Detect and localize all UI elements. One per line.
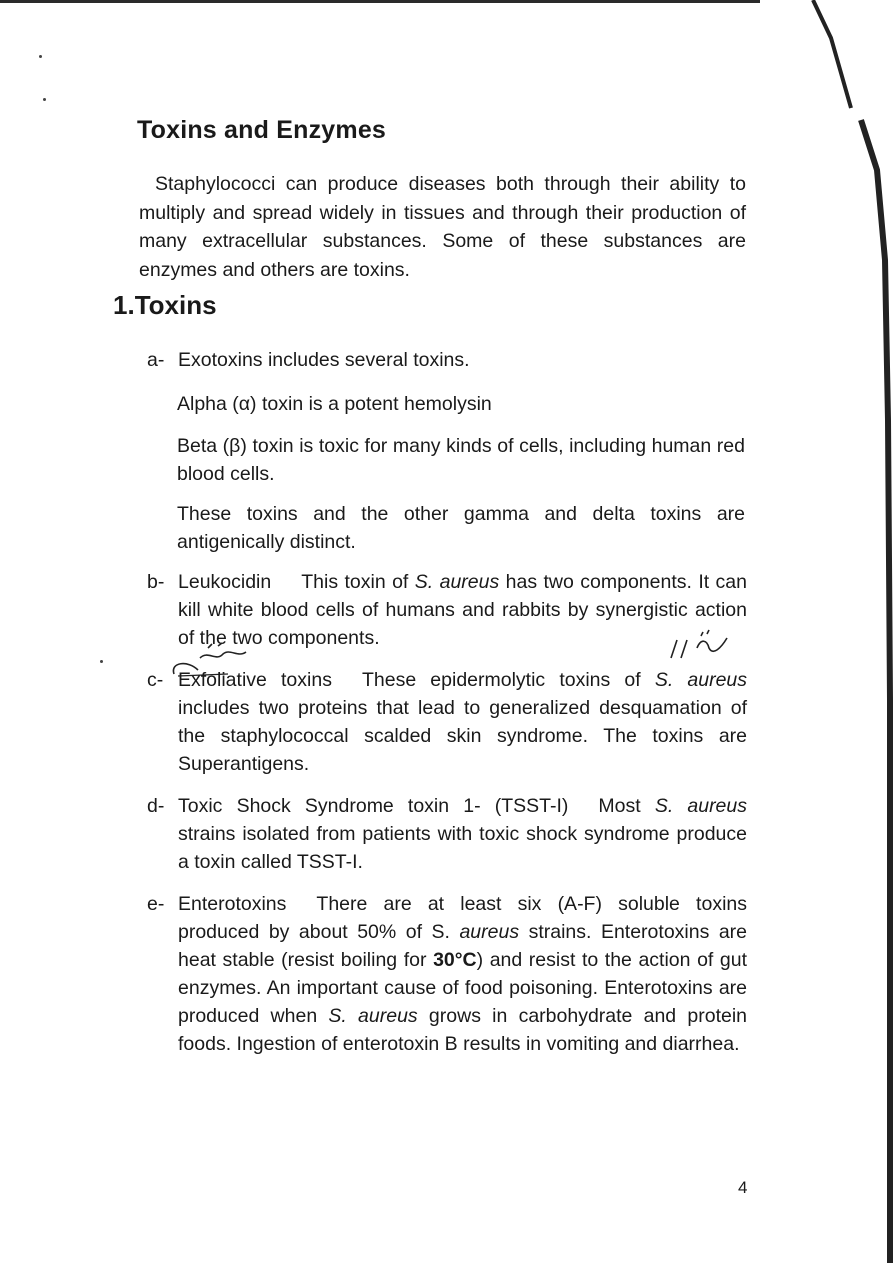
- intro-text: Staphylococci can produce diseases both through their ability to multiply and spread widely in tissues and through their production of many extracellular substances. Some of these substances are enzymes and others are toxins.: [139, 173, 746, 281]
- list-marker: b-: [147, 571, 165, 593]
- organism-name: S. aureus: [654, 669, 748, 691]
- item-b-lead: Leukocidin: [178, 571, 272, 593]
- scan-speck: [43, 98, 46, 101]
- item-b-body: [178, 568, 747, 652]
- organism-name: S. aureus: [654, 795, 748, 817]
- item-e-text-2: strains. Enterotoxins are heat stable (resist boiling for: [178, 921, 748, 971]
- list-item-a: [147, 346, 747, 374]
- item-e-body: [178, 890, 747, 1058]
- organism-name: aureus: [459, 921, 520, 943]
- handwritten-annotation: [665, 628, 735, 664]
- list-marker: a-: [147, 349, 165, 371]
- section-number: 1.: [113, 290, 135, 320]
- item-b-text: This toxin of: [301, 571, 409, 593]
- list-marker: d-: [147, 795, 165, 817]
- page-title: Toxins and Enzymes: [137, 116, 387, 144]
- list-marker: e-: [147, 893, 165, 915]
- scan-speck: [39, 55, 42, 58]
- item-c-text-continued: includes two proteins that lead to generalized desquamation of the staphylococcal scalded skin syndrome. The toxins are Superantigens.: [178, 697, 747, 775]
- page-number: 4: [738, 1178, 748, 1197]
- list-marker: c-: [147, 669, 164, 691]
- list-item-d: [147, 792, 747, 876]
- item-a-text: Exotoxins includes several toxins.: [178, 349, 470, 371]
- item-c-body: [178, 666, 747, 778]
- item-d-text-continued: strains isolated from patients with toxic shock syndrome produce a toxin called TSST-I.: [178, 823, 747, 873]
- beta-toxin-text: Beta (β) toxin is toxic for many kinds of cells, including human red blood cells.: [177, 435, 745, 485]
- alpha-toxin-text: Alpha (α) toxin is a potent hemolysin: [177, 393, 492, 415]
- other-toxins-text: These toxins and the other gamma and delta toxins are antigenically distinct.: [177, 503, 745, 553]
- section-title: Toxins: [134, 290, 217, 320]
- list-item-e: [147, 890, 747, 1058]
- item-b-text-continued: has two components. It can kill white blood cells of humans and rabbits by synergistic action of the two components.: [178, 571, 748, 649]
- temperature-value: 30°C: [433, 949, 477, 971]
- item-e-text-4: grows in carbohydrate and protein foods. Ingestion of enterotoxin B results in vomiting and diarrhea.: [178, 1005, 748, 1055]
- scan-right-edge: [773, 0, 893, 1263]
- item-d-body: [178, 792, 747, 876]
- item-e-lead: Enterotoxins: [178, 893, 287, 915]
- item-d-lead: Toxic Shock Syndrome toxin 1- (TSST-I): [178, 795, 569, 817]
- scan-speck: [100, 660, 103, 663]
- item-e-text: There are at least six (A-F) soluble toxins produced by about 50% of S.: [178, 893, 747, 943]
- organism-name: S. aureus: [328, 1005, 418, 1027]
- scan-top-edge: [0, 0, 760, 3]
- section-heading: [113, 290, 217, 321]
- item-c-lead: Exfoliative toxins: [178, 669, 332, 691]
- item-e-text-3: ) and resist to the action of gut enzymes. An important cause of food poisoning. Enterotoxins are produced when: [178, 949, 748, 1027]
- intro-paragraph: [139, 170, 746, 284]
- organism-name: S. aureus: [414, 571, 500, 593]
- item-c-text: These epidermolytic toxins of: [361, 669, 641, 691]
- item-d-text: Most: [598, 795, 641, 817]
- list-item-c: [147, 666, 747, 778]
